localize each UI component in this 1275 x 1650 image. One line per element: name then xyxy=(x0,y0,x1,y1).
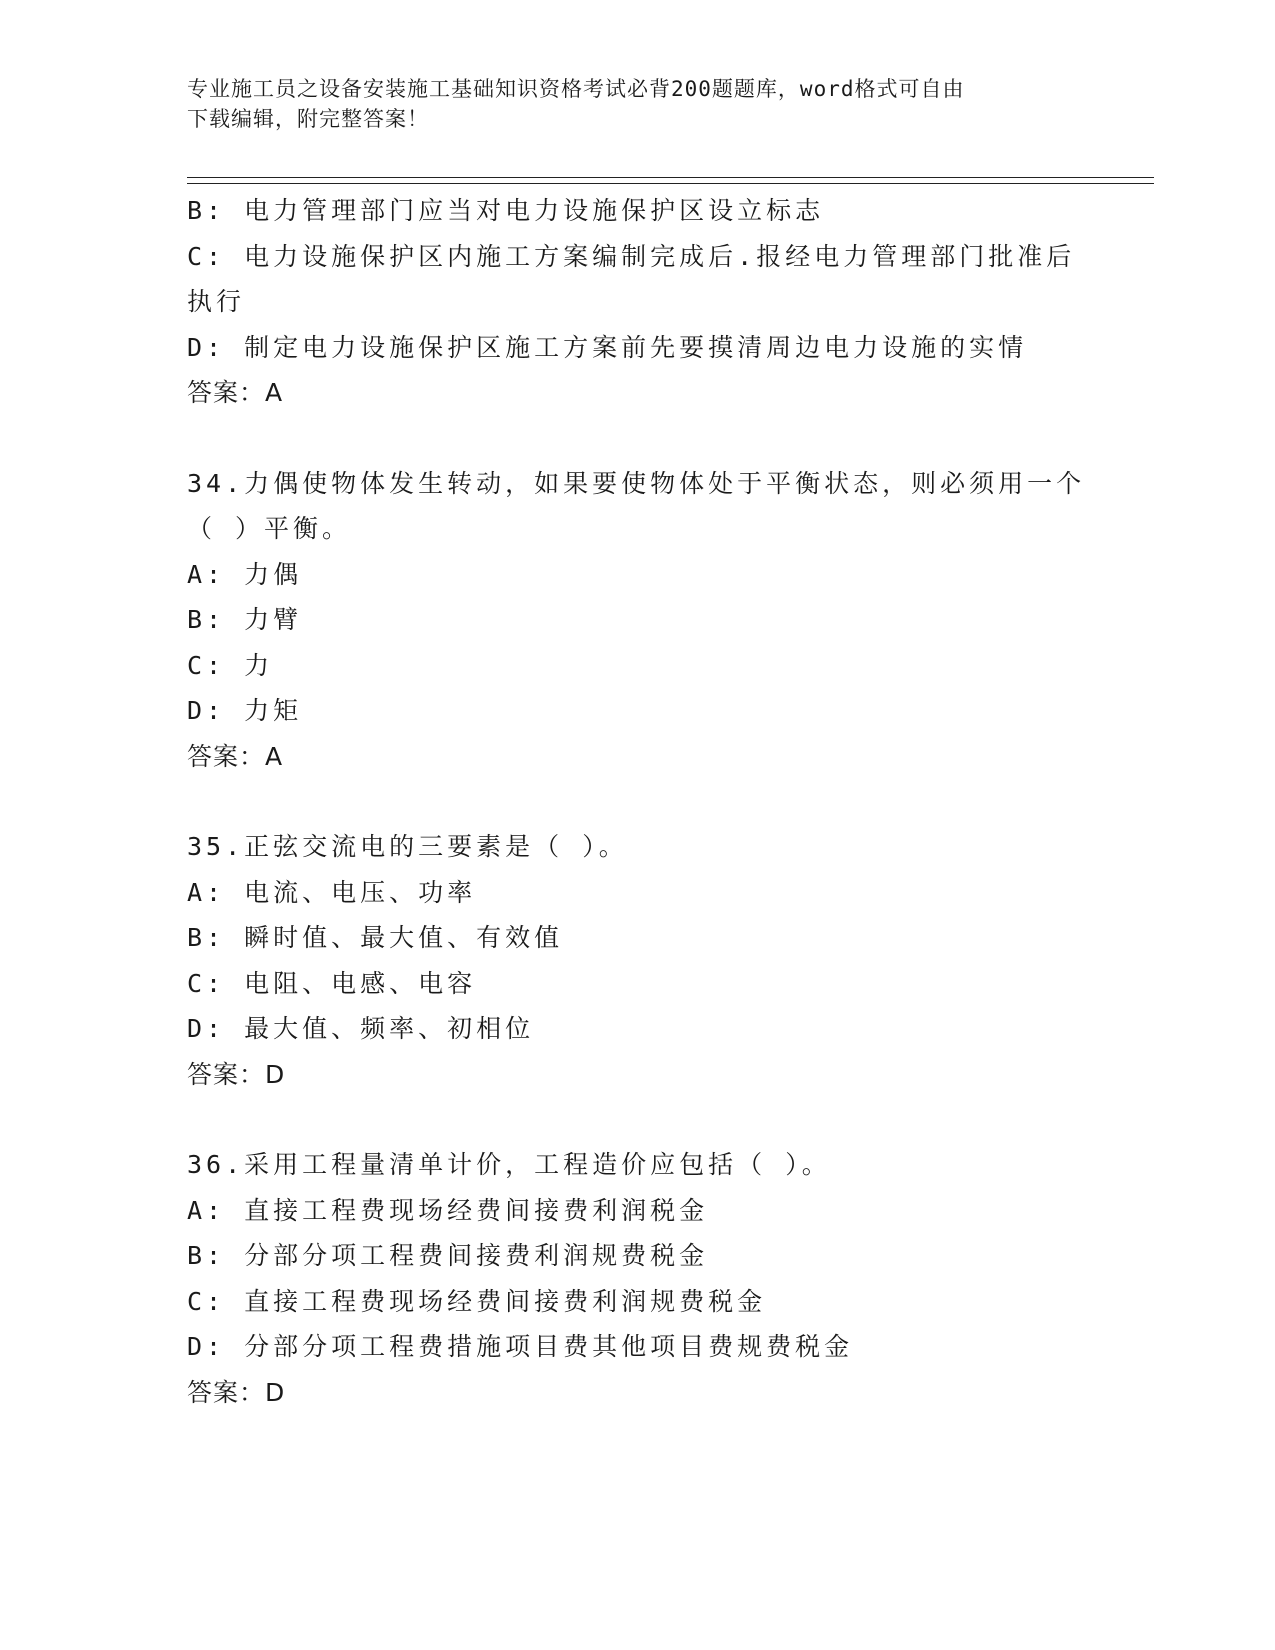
option-c: C: 电力设施保护区内施工方案编制完成后.报经电力管理部门批准后 xyxy=(187,241,1076,271)
option-c: C: 力 xyxy=(187,650,274,680)
question-stem-continued: （ ）平衡。 xyxy=(187,514,352,543)
question-spacer xyxy=(187,779,1087,824)
option-b: B: 瞬时值、最大值、有效值 xyxy=(187,923,564,952)
option-c-continued: 执行 xyxy=(187,287,246,316)
header-divider-top xyxy=(187,177,1154,178)
answer-text: 答案：A xyxy=(187,741,284,771)
option-d: D: 力矩 xyxy=(187,696,303,725)
option-b: B: 力臂 xyxy=(187,605,303,634)
option-c: C: 直接工程费现场经费间接费利润规费税金 xyxy=(187,1286,767,1316)
answer-line xyxy=(187,370,1087,416)
document-header xyxy=(187,74,1067,134)
header-title-line-2: 下载编辑，附完整答案！ xyxy=(187,107,429,131)
answer-line xyxy=(187,1052,1087,1098)
question-stem: 36.采用工程量清单计价，工程造价应包括（ ）。 xyxy=(187,1150,831,1179)
option-b: B: 电力管理部门应当对电力设施保护区设立标志 xyxy=(187,196,825,225)
option-c: C: 电阻、电感、电容 xyxy=(187,968,477,998)
option-b: B: 分部分项工程费间接费利润规费税金 xyxy=(187,1241,709,1270)
option-d: D: 制定电力设施保护区施工方案前先要摸清周边电力设施的实情 xyxy=(187,332,1028,362)
option-a: A: 直接工程费现场经费间接费利润税金 xyxy=(187,1195,709,1225)
question-stem: 35.正弦交流电的三要素是（ ）。 xyxy=(187,832,628,861)
option-d: D: 最大值、频率、初相位 xyxy=(187,1014,535,1043)
question-spacer xyxy=(187,416,1087,461)
answer-text: 答案：A xyxy=(187,378,284,407)
question-list xyxy=(187,188,1087,1415)
question-block-36 xyxy=(187,1142,1087,1415)
answer-line xyxy=(187,734,1087,780)
option-a: A: 力偶 xyxy=(187,559,303,589)
option-d: D: 分部分项工程费措施项目费其他项目费规费税金 xyxy=(187,1332,854,1361)
question-block-34 xyxy=(187,461,1087,780)
answer-text: 答案：D xyxy=(187,1377,286,1407)
question-spacer xyxy=(187,1097,1087,1142)
answer-text: 答案：D xyxy=(187,1059,286,1089)
header-divider-bottom xyxy=(187,183,1154,184)
option-a: A: 电流、电压、功率 xyxy=(187,877,477,907)
question-block-35 xyxy=(187,824,1087,1097)
question-block-33 xyxy=(187,188,1087,416)
question-stem: 34.力偶使物体发生转动，如果要使物体处于平衡状态，则必须用一个 xyxy=(187,468,1086,498)
answer-line xyxy=(187,1370,1087,1416)
header-title-line-1: 专业施工员之设备安装施工基础知识资格考试必背200题题库，word格式可自由 xyxy=(187,77,965,101)
